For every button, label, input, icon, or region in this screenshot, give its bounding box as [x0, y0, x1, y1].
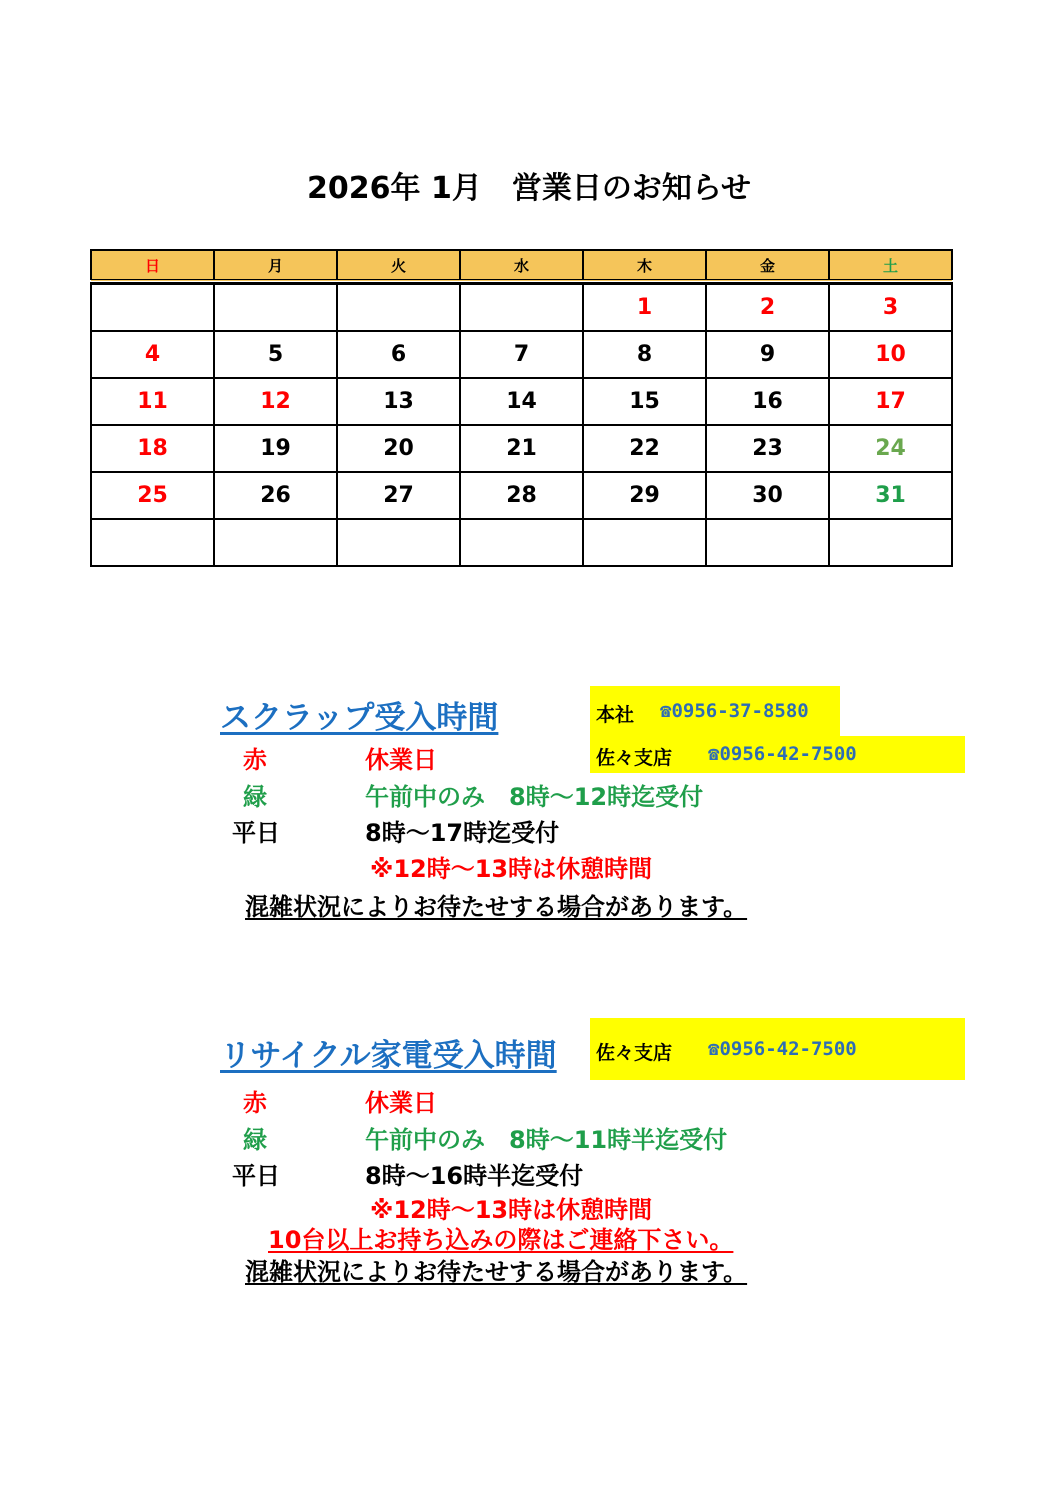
weekday-mon: 月	[214, 250, 337, 281]
day-cell: 24	[829, 425, 952, 472]
calendar-week-1	[91, 284, 952, 331]
weekday-label: 平日	[232, 1162, 280, 1190]
legend-green-label: 緑	[243, 783, 267, 811]
break-note: ※12時～13時は休憩時間	[370, 1196, 653, 1224]
day-cell: 26	[214, 472, 337, 519]
day-cell: 20	[337, 425, 460, 472]
calendar-week-2	[91, 331, 952, 378]
day-cell	[829, 519, 952, 566]
day-cell: 28	[460, 472, 583, 519]
day-cell: 15	[583, 378, 706, 425]
day-cell	[214, 519, 337, 566]
weekday-hours: 8時～17時迄受付	[365, 819, 560, 847]
office-name: 佐々支店	[596, 1042, 673, 1064]
scrap-heading: スクラップ受入時間	[220, 700, 499, 736]
day-cell: 17	[829, 378, 952, 425]
day-cell: 8	[583, 331, 706, 378]
legend-red-label: 赤	[243, 746, 267, 774]
phone-number[interactable]: ☎0956-42-7500	[708, 743, 857, 765]
day-cell: 4	[91, 331, 214, 378]
weekday-sat: 土	[829, 250, 952, 281]
day-cell: 2	[706, 284, 829, 331]
weekday-wed: 水	[460, 250, 583, 281]
calendar-week-6	[91, 519, 952, 566]
legend-green-text: 午前中のみ 8時～12時迄受付	[365, 783, 704, 811]
calendar-week-5	[91, 472, 952, 519]
day-cell: 12	[214, 378, 337, 425]
day-cell: 3	[829, 284, 952, 331]
day-cell: 22	[583, 425, 706, 472]
weekday-label: 平日	[232, 819, 280, 847]
day-cell: 6	[337, 331, 460, 378]
day-cell: 23	[706, 425, 829, 472]
day-cell	[337, 284, 460, 331]
office-name: 佐々支店	[596, 747, 673, 769]
day-cell: 16	[706, 378, 829, 425]
day-cell: 21	[460, 425, 583, 472]
day-cell	[460, 284, 583, 331]
office-name: 本社	[596, 704, 635, 726]
day-cell: 19	[214, 425, 337, 472]
calendar-week-4	[91, 425, 952, 472]
day-cell: 7	[460, 331, 583, 378]
crowd-note: 混雑状況によりお待たせする場合があります。	[245, 1258, 748, 1286]
day-cell: 27	[337, 472, 460, 519]
crowd-note: 混雑状況によりお待たせする場合があります。	[245, 893, 748, 921]
day-cell	[460, 519, 583, 566]
calendar-week-3	[91, 378, 952, 425]
day-cell: 10	[829, 331, 952, 378]
day-cell: 25	[91, 472, 214, 519]
legend-green-text: 午前中のみ 8時～11時半迄受付	[365, 1126, 728, 1154]
day-cell: 11	[91, 378, 214, 425]
day-cell: 18	[91, 425, 214, 472]
day-cell	[91, 284, 214, 331]
page-title: 2026年 1月 営業日のお知らせ	[307, 171, 751, 206]
day-cell: 13	[337, 378, 460, 425]
day-cell	[91, 519, 214, 566]
day-cell: 29	[583, 472, 706, 519]
day-cell: 31	[829, 472, 952, 519]
weekday-hours: 8時～16時半迄受付	[365, 1162, 584, 1190]
weekday-sun: 日	[91, 250, 214, 281]
weekday-tue: 火	[337, 250, 460, 281]
phone-number[interactable]: ☎0956-37-8580	[660, 700, 809, 722]
day-cell: 5	[214, 331, 337, 378]
phone-number[interactable]: ☎0956-42-7500	[708, 1038, 857, 1060]
weekday-header-row	[91, 250, 952, 281]
weekday-fri: 金	[706, 250, 829, 281]
legend-red-text: 休業日	[365, 1089, 437, 1117]
calendar	[90, 249, 953, 567]
recycle-heading: リサイクル家電受入時間	[220, 1038, 557, 1074]
day-cell: 1	[583, 284, 706, 331]
day-cell: 30	[706, 472, 829, 519]
legend-green-label: 緑	[243, 1126, 267, 1154]
break-note: ※12時～13時は休憩時間	[370, 855, 653, 883]
day-cell: 9	[706, 331, 829, 378]
day-cell	[337, 519, 460, 566]
day-cell: 14	[460, 378, 583, 425]
day-cell	[583, 519, 706, 566]
day-cell	[214, 284, 337, 331]
legend-red-text: 休業日	[365, 746, 437, 774]
day-cell	[706, 519, 829, 566]
weekday-thu: 木	[583, 250, 706, 281]
legend-red-label: 赤	[243, 1089, 267, 1117]
contact-note: 10台以上お持ち込みの際はご連絡下さい。	[268, 1226, 734, 1254]
